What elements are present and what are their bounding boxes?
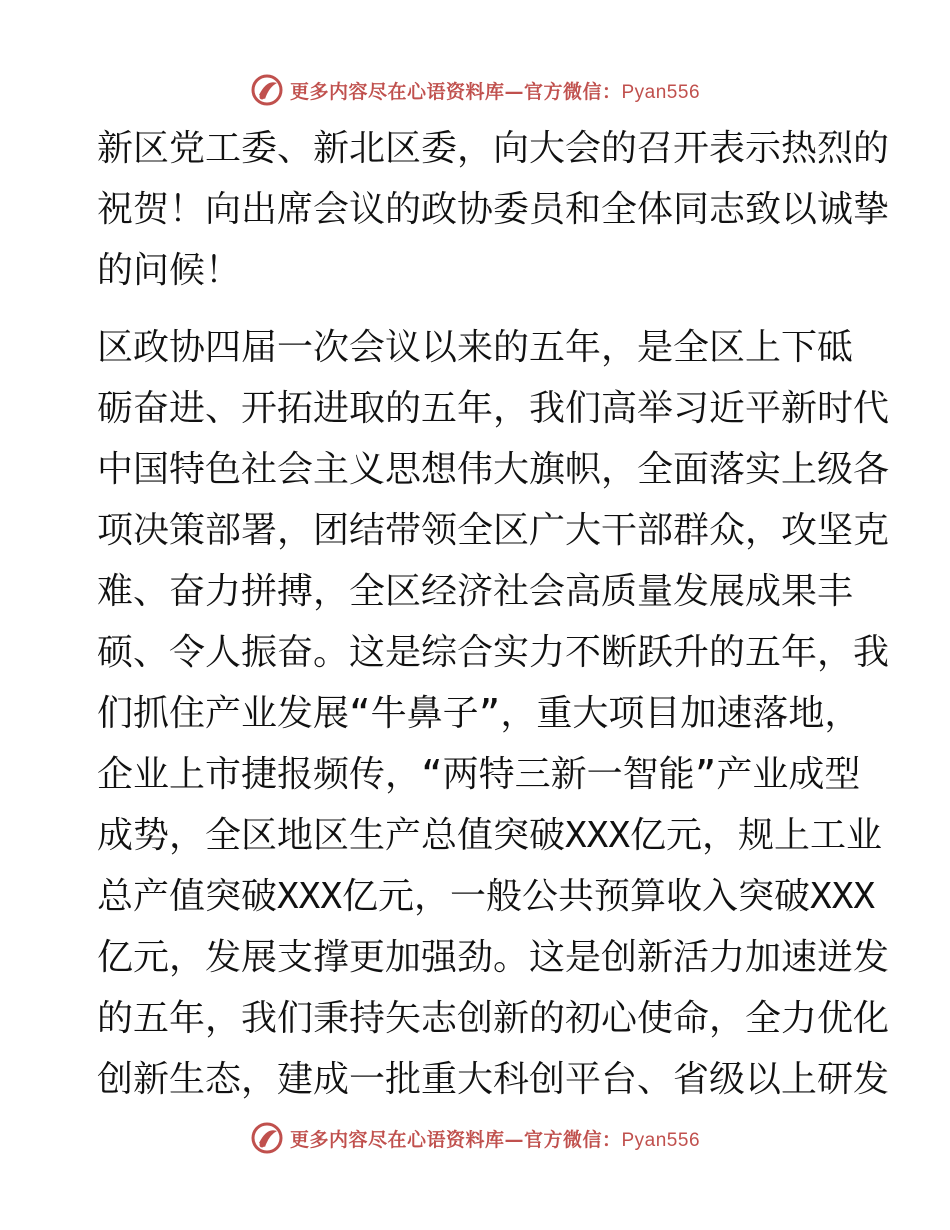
text-line: 企业上市捷报频传，“两特三新一智能”产业成型 bbox=[97, 754, 861, 795]
header-banner-text: 更多内容尽在心语资料库—官方微信：Pyan556 bbox=[289, 80, 701, 103]
header-banner bbox=[0, 70, 950, 110]
header-wechat-id: Pyan556 bbox=[621, 81, 701, 103]
text-line: 创新生态，建成一批重大科创平台、省级以上研发 bbox=[97, 1059, 890, 1100]
brand-logo-icon bbox=[250, 73, 284, 107]
footer-banner-text: 更多内容尽在心语资料库—官方微信：Pyan556 bbox=[289, 1128, 701, 1151]
text-line: 总产值突破XXX亿元，一般公共预算收入突破XXX bbox=[97, 876, 876, 917]
text-line: 成势，全区地区生产总值突破XXX亿元，规上工业 bbox=[97, 815, 883, 856]
document-body bbox=[97, 118, 890, 1110]
text-line: 难、奋力拼搏，全区经济社会高质量发展成果丰 bbox=[97, 571, 854, 612]
text-line: 们抓住产业发展“牛鼻子”，重大项目加速落地， bbox=[97, 693, 861, 734]
paragraph-1 bbox=[97, 118, 890, 301]
text-line: 祝贺！向出席会议的政协委员和全体同志致以诚挚 bbox=[97, 189, 890, 230]
text-line: 亿元，发展支撑更加强劲。这是创新活力加速迸发 bbox=[97, 937, 890, 978]
text-line: 项决策部署，团结带领全区广大干部群众，攻坚克 bbox=[97, 510, 890, 551]
text-line: 区政协四届一次会议以来的五年，是全区上下砥 bbox=[97, 327, 854, 368]
text-line: 中国特色社会主义思想伟大旗帜，全面落实上级各 bbox=[97, 449, 890, 490]
text-line: 的问候！ bbox=[97, 250, 242, 291]
paragraph-2 bbox=[97, 317, 890, 1110]
footer-wechat-id: Pyan556 bbox=[621, 1129, 701, 1151]
text-line: 的五年，我们秉持矢志创新的初心使命，全力优化 bbox=[97, 998, 890, 1039]
text-line: 新区党工委、新北区委，向大会的召开表示热烈的 bbox=[97, 128, 890, 169]
brand-logo-icon bbox=[250, 1121, 284, 1155]
text-line: 硕、令人振奋。这是综合实力不断跃升的五年，我 bbox=[97, 632, 890, 673]
footer-banner bbox=[0, 1118, 950, 1158]
text-line: 砺奋进、开拓进取的五年，我们高举习近平新时代 bbox=[97, 388, 890, 429]
